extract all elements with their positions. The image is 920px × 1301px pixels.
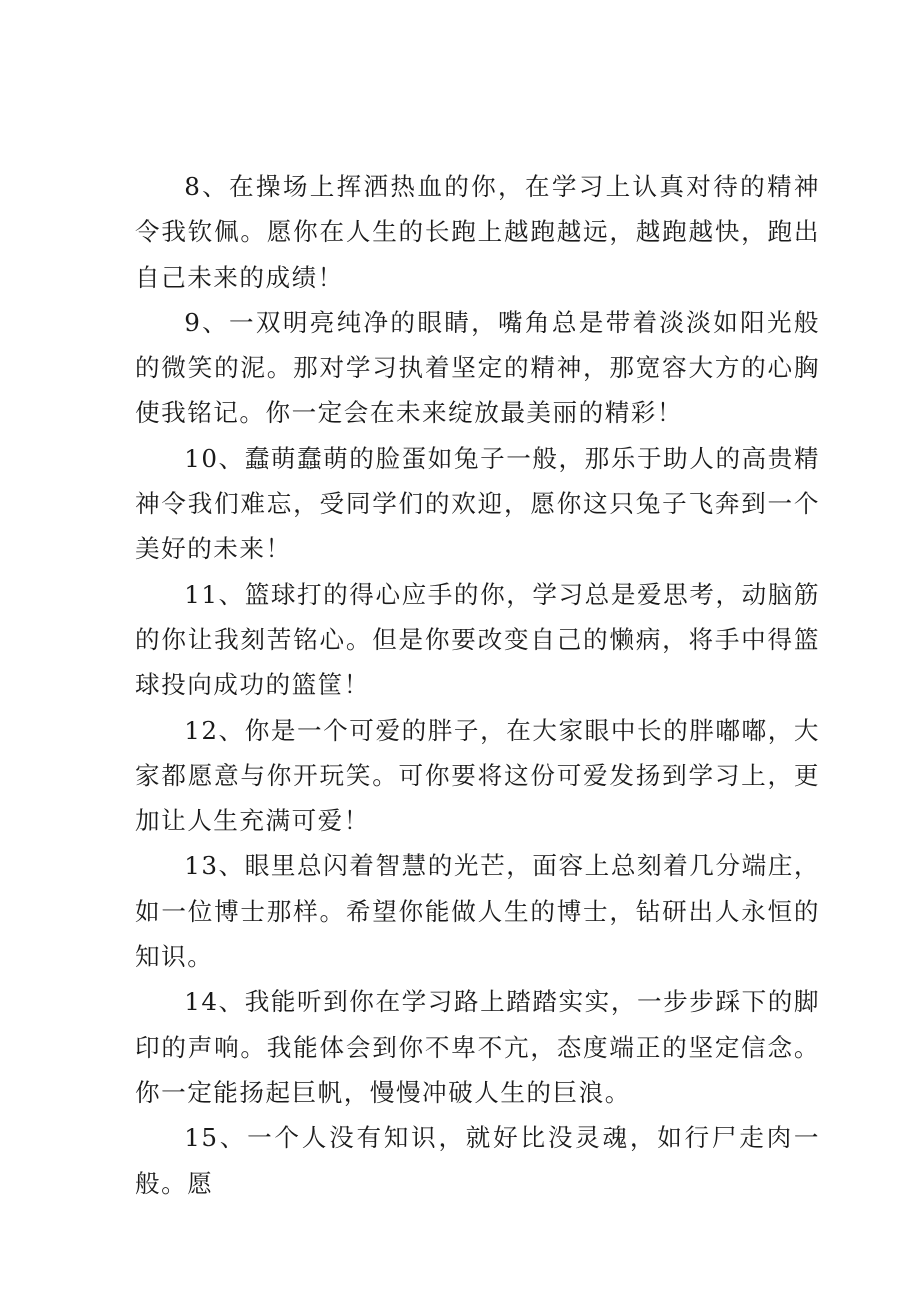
paragraph-15: 15、一个人没有知识，就好比没灵魂，如行尸走肉一般。愿 bbox=[135, 1123, 820, 1198]
paragraph-10: 10、蠢萌蠢萌的脸蛋如兔子一般，那乐于助人的高贵精神令我们难忘，受同学们的欢迎，愿你这只兔子飞奔到一个美好的未来！ bbox=[135, 443, 820, 564]
paragraph-8: 8、在操场上挥洒热血的你，在学习上认真对待的精神令我钦佩。愿你在人生的长跑上越跑越远，越跑越快，跑出自己未来的成绩！ bbox=[135, 172, 820, 292]
paragraph-11: 11、篮球打的得心应手的你，学习总是爱思考，动脑筋的你让我刻苦铭心。但是你要改变自己的懒病，将手中得篮球投向成功的篮筐！ bbox=[135, 579, 820, 700]
document-body bbox=[135, 164, 820, 1206]
paragraph-12: 12、你是一个可爱的胖子，在大家眼中长的胖嘟嘟，大家都愿意与你开玩笑。可你要将这份可爱发扬到学习上，更加让人生充满可爱！ bbox=[135, 715, 820, 836]
paragraph-9: 9、一双明亮纯净的眼睛，嘴角总是带着淡淡如阳光般的微笑的泥。那对学习执着坚定的精神，那宽容大方的心胸使我铭记。你一定会在未来绽放最美丽的精彩！ bbox=[135, 307, 820, 428]
paragraph-13: 13、眼里总闪着智慧的光芒，面容上总刻着几分端庄，如一位博士那样。希望你能做人生的博士，钻研出人永恒的知识。 bbox=[135, 851, 820, 972]
paragraph-14: 14、我能听到你在学习路上踏踏实实，一步步踩下的脚印的声响。我能体会到你不卑不亢，态度端正的坚定信念。你一定能扬起巨帆，慢慢冲破人生的巨浪。 bbox=[135, 987, 820, 1107]
